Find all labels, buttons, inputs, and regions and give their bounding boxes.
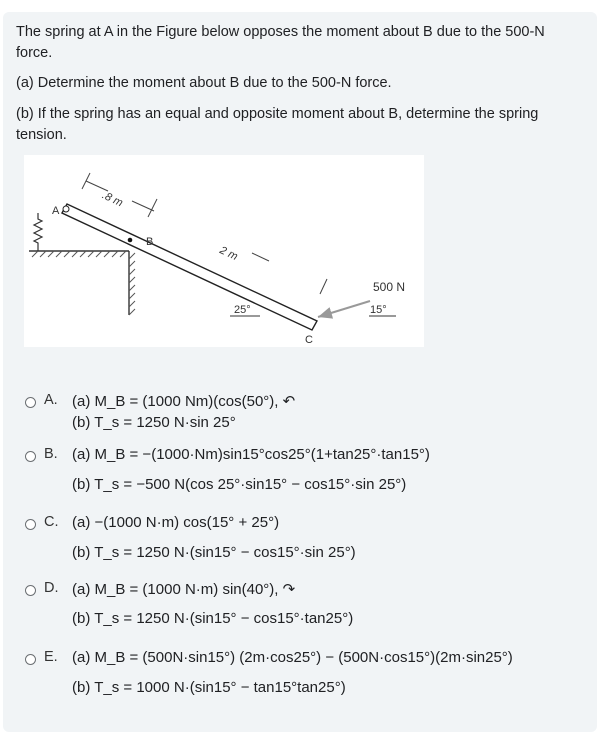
option-a-line1: (a) M_B = (1000 Nm)(cos(50°), ↶ (72, 393, 296, 410)
option-d[interactable] (25, 580, 585, 640)
dim-bc-label: 2 m (217, 244, 240, 263)
option-d-line2: (b) T_s = 1250 N·(sin15° − cos15°·tan25°) (72, 610, 354, 627)
radio-option-a[interactable] (25, 397, 36, 408)
option-letter: B. (44, 446, 58, 462)
beam (62, 204, 317, 330)
option-c-line1: (a) −(1000 N·m) cos(15° + 25°) (72, 514, 280, 531)
label-a: A (52, 205, 60, 217)
option-e-line1: (a) M_B = (500N·sin15°) (2m·cos25°) − (500N·cos15°)(2m·sin25°) (72, 649, 513, 666)
option-b-line1: (a) M_B = −(1000·Nm)sin15°cos25°(1+tan25°·tan15°) (72, 446, 430, 463)
radio-option-b[interactable] (25, 451, 36, 462)
option-a-line2: (b) T_s = 1250 N·sin 25° (72, 414, 236, 431)
option-c[interactable] (25, 514, 585, 574)
option-b-line2: (b) T_s = −500 N(cos 25°·sin15° − cos15°·sin 25°) (72, 476, 407, 493)
option-d-line1: (a) M_B = (1000 N·m) sin(40°), ↷ (72, 581, 296, 598)
option-e[interactable] (25, 649, 585, 709)
question-part-a: (a) Determine the moment about B due to the 500-N force. (16, 75, 392, 91)
force-label: 500 N (373, 280, 406, 294)
support-wall (129, 251, 135, 315)
force-angle-label: 15° (370, 304, 387, 316)
radio-option-c[interactable] (25, 519, 36, 530)
option-c-line2: (b) T_s = 1250 N·(sin15° − cos15°·sin 25°) (72, 544, 356, 561)
label-b: B (146, 236, 154, 248)
option-a[interactable] (25, 392, 585, 452)
label-c: C (305, 334, 313, 346)
radio-option-d[interactable] (25, 585, 36, 596)
question-part-b: (b) If the spring has an equal and opposite moment about B, determine the spring tension. (16, 106, 539, 143)
option-letter: E. (44, 649, 58, 665)
option-letter: A. (44, 392, 58, 408)
question-intro: The spring at A in the Figure below opposes the moment about B due to the 500-N force. (16, 24, 545, 61)
beam-angle-marker (230, 304, 260, 316)
spring (34, 213, 42, 251)
beam-diagram (24, 155, 424, 347)
beam-angle-label: 25° (234, 304, 251, 316)
option-letter: D. (44, 580, 59, 596)
option-e-line2: (b) T_s = 1000 N·(sin15° − tan15°tan25°) (72, 679, 346, 696)
radio-option-e[interactable] (25, 654, 36, 665)
beam-figure (24, 155, 424, 347)
option-letter: C. (44, 514, 59, 530)
dim-ab-label: .8 m (100, 189, 125, 210)
option-b[interactable] (25, 446, 585, 506)
ground-hatch-left (29, 251, 129, 257)
